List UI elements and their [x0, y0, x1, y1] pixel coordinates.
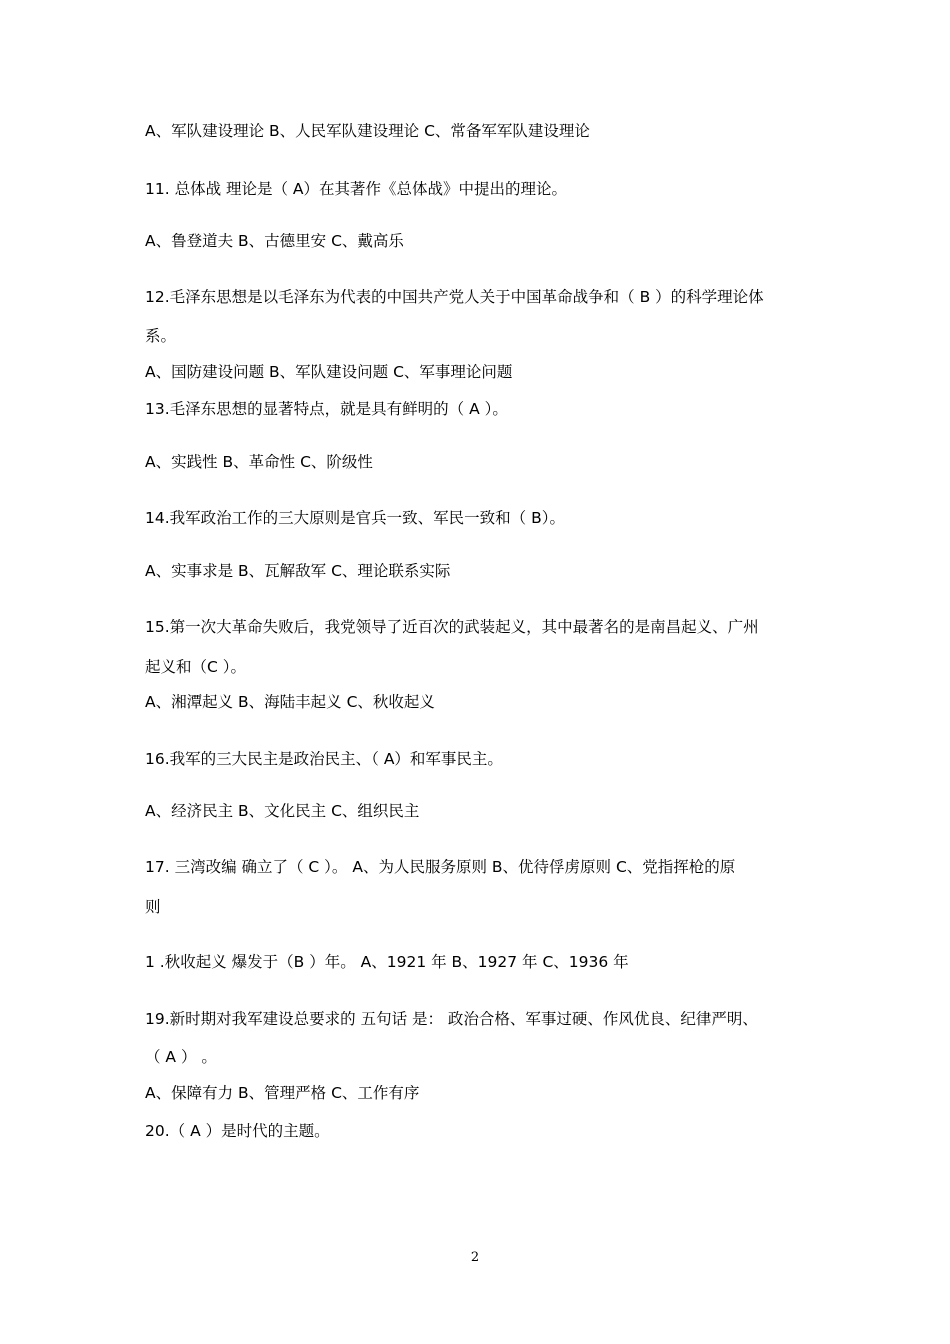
question-17-cont: 则 [145, 898, 161, 916]
options-16: A、经济民主 B、文化民主 C、组织民主 [145, 802, 420, 820]
options-15: A、湘潭起义 B、海陆丰起义 C、秋收起义 [145, 693, 435, 711]
question-19-cont: （ A ） 。 [145, 1048, 217, 1066]
question-20: 20.（ A ）是时代的主题。 [145, 1122, 330, 1140]
question-15-cont: 起义和（C ）。 [145, 658, 247, 676]
options-13: A、实践性 B、革命性 C、阶级性 [145, 453, 373, 471]
question-16: 16.我军的三大民主是政治民主、（ A）和军事民主。 [145, 750, 503, 768]
options-14: A、实事求是 B、瓦解敌军 C、理论联系实际 [145, 562, 451, 580]
question-12-cont: 系。 [145, 327, 177, 345]
question-18: 1 .秋收起义 爆发于（B ）年。 A、1921 年 B、1927 年 C、1936 年 [145, 953, 629, 971]
question-15: 15.第一次大革命失败后，我党领导了近百次的武装起义，其中最著名的是南昌起义、广州 [145, 618, 759, 636]
question-12: 12.毛泽东思想是以毛泽东为代表的中国共产党人关于中国革命战争和（ B ）的科学理论体 [145, 288, 764, 306]
question-11: 11. 总体战 理论是（ A）在其著作《总体战》中提出的理论。 [145, 180, 568, 198]
question-13: 13.毛泽东思想的显著特点，就是具有鲜明的（ A ）。 [145, 400, 508, 418]
question-19: 19.新时期对我军建设总要求的 五句话 是： 政治合格、军事过硬、作风优良、纪律严明、 [145, 1010, 758, 1028]
text-line: A、军队建设理论 B、人民军队建设理论 C、常备军军队建设理论 [145, 122, 590, 140]
question-17: 17. 三湾改编 确立了（ C ）。 A、为人民服务原则 B、优待俘虏原则 C、党指挥枪的原 [145, 858, 736, 876]
options-19: A、保障有力 B、管理严格 C、工作有序 [145, 1084, 420, 1102]
page-number: 2 [470, 1250, 480, 1265]
options-12: A、国防建设问题 B、军队建设问题 C、军事理论问题 [145, 363, 513, 381]
question-14: 14.我军政治工作的三大原则是官兵一致、军民一致和（ B）。 [145, 509, 565, 527]
options-11: A、鲁登道夫 B、古德里安 C、戴高乐 [145, 232, 404, 250]
